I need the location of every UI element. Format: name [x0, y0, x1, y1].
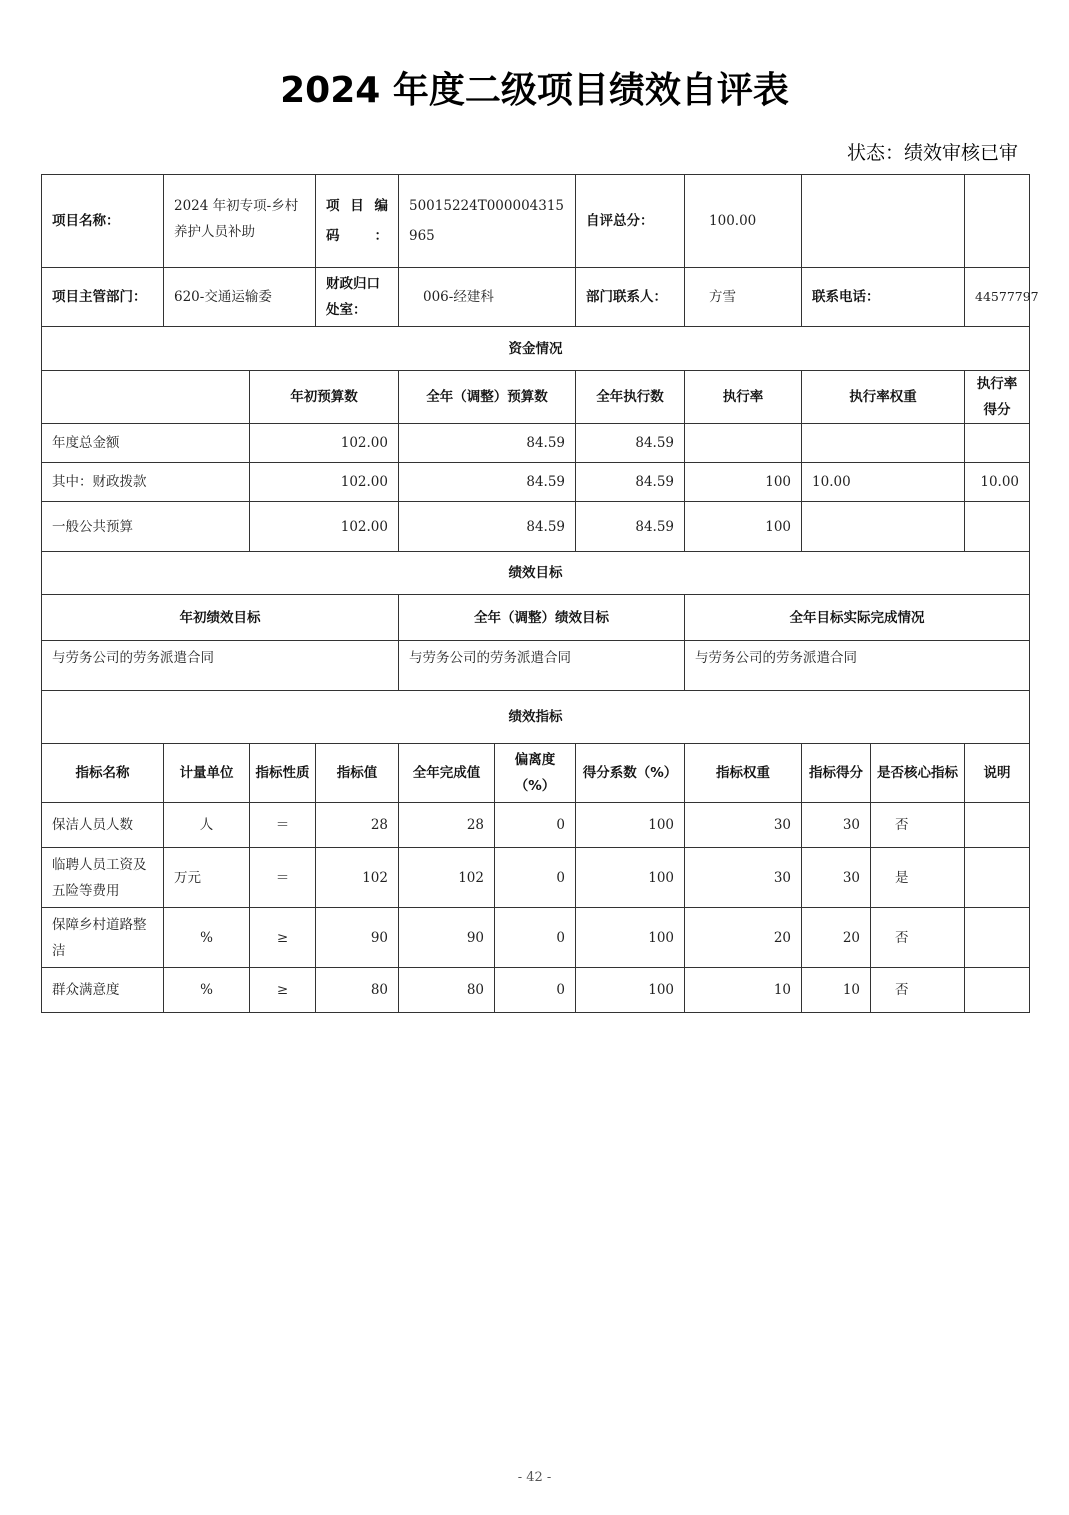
page-number: - 42 -	[517, 1470, 552, 1485]
goal-value: 与劳务公司的劳务派遣合同	[42, 641, 399, 691]
funds-row	[42, 424, 1030, 463]
contact-value: 方雪	[685, 268, 802, 327]
funds-header: 全年（调整）预算数	[399, 371, 576, 424]
goals-header: 年初绩效目标	[42, 595, 399, 641]
indicator-name: 保洁人员人数	[42, 803, 164, 848]
indicator-score: 30	[802, 848, 871, 908]
funds-header: 全年执行数	[576, 371, 685, 424]
indicator-header: 说明	[965, 744, 1030, 803]
funds-row	[42, 463, 1030, 502]
dept-value: 620-交通运输委	[164, 268, 316, 327]
funds-cell	[802, 502, 965, 552]
funds-cell: 10.00	[965, 463, 1030, 502]
indicator-deviation: 0	[495, 803, 576, 848]
funds-cell	[802, 424, 965, 463]
indicator-header: 指标权重	[685, 744, 802, 803]
indicator-nature: ＝	[250, 848, 316, 908]
funds-cell	[965, 424, 1030, 463]
indicator-weight: 10	[685, 968, 802, 1013]
score-label: 自评总分：	[576, 175, 685, 268]
project-name-value: 2024 年初专项-乡村养护人员补助	[164, 175, 316, 268]
funds-cell: 102.00	[250, 463, 399, 502]
indicator-actual: 90	[399, 908, 495, 968]
indicator-unit: %	[164, 908, 250, 968]
funds-header: 执行率	[685, 371, 802, 424]
goals-section-row	[42, 552, 1030, 595]
indicator-header: 偏离度（%）	[495, 744, 576, 803]
indicator-deviation: 0	[495, 968, 576, 1013]
funds-cell: 84.59	[399, 463, 576, 502]
indicator-header: 得分系数（%）	[576, 744, 685, 803]
indicator-score: 10	[802, 968, 871, 1013]
indicator-core: 否	[871, 908, 965, 968]
funds-cell: 100	[685, 502, 802, 552]
indicator-header: 指标值	[316, 744, 399, 803]
indicators-section-row	[42, 691, 1030, 744]
indicator-deviation: 0	[495, 908, 576, 968]
indicator-value: 102	[316, 848, 399, 908]
indicator-core: 是	[871, 848, 965, 908]
indicator-nature: ≥	[250, 968, 316, 1013]
indicator-actual: 80	[399, 968, 495, 1013]
indicator-coefficient: 100	[576, 908, 685, 968]
goal-value: 与劳务公司的劳务派遣合同	[685, 641, 1030, 691]
indicator-name: 临聘人员工资及五险等费用	[42, 848, 164, 908]
indicator-nature: ≥	[250, 908, 316, 968]
funds-cell: 100	[685, 463, 802, 502]
funds-row-label: 一般公共预算	[42, 502, 250, 552]
funds-cell: 84.59	[576, 502, 685, 552]
indicator-header: 指标名称	[42, 744, 164, 803]
indicator-weight: 30	[685, 803, 802, 848]
goal-value: 与劳务公司的劳务派遣合同	[399, 641, 685, 691]
indicator-row	[42, 848, 1030, 908]
indicator-note	[965, 908, 1030, 968]
funds-header: 执行率得分	[965, 371, 1030, 424]
phone-label: 联系电话：	[802, 268, 965, 327]
funds-row-label: 年度总金额	[42, 424, 250, 463]
indicator-weight: 30	[685, 848, 802, 908]
score-value: 100.00	[685, 175, 802, 268]
indicator-coefficient: 100	[576, 848, 685, 908]
project-code-value: 50015224T000004315965	[399, 175, 576, 268]
funds-header: 年初预算数	[250, 371, 399, 424]
empty-cell	[802, 175, 965, 268]
status-text: 状态：绩效审核已审	[846, 142, 1018, 164]
goals-value-row	[42, 641, 1030, 691]
indicators-header-row	[42, 744, 1030, 803]
indicator-note	[965, 803, 1030, 848]
indicator-core: 否	[871, 803, 965, 848]
funds-cell: 102.00	[250, 502, 399, 552]
funds-header	[42, 371, 250, 424]
indicator-header: 是否核心指标	[871, 744, 965, 803]
funds-section-title: 资金情况	[42, 327, 1030, 371]
indicator-score: 30	[802, 803, 871, 848]
funds-cell: 84.59	[576, 463, 685, 502]
funds-cell	[685, 424, 802, 463]
funds-row-label: 其中：财政拨款	[42, 463, 250, 502]
indicator-header: 计量单位	[164, 744, 250, 803]
finance-value: 006-经建科	[399, 268, 576, 327]
indicator-value: 28	[316, 803, 399, 848]
indicator-row	[42, 803, 1030, 848]
indicator-value: 80	[316, 968, 399, 1013]
indicator-unit: %	[164, 968, 250, 1013]
finance-label: 财政归口处室：	[316, 268, 399, 327]
indicator-value: 90	[316, 908, 399, 968]
contact-label: 部门联系人：	[576, 268, 685, 327]
project-code-label: 项 目 编 码：	[316, 175, 399, 268]
indicator-score: 20	[802, 908, 871, 968]
indicator-header: 指标性质	[250, 744, 316, 803]
indicator-header: 全年完成值	[399, 744, 495, 803]
goals-section-title: 绩效目标	[42, 552, 1030, 595]
funds-cell: 102.00	[250, 424, 399, 463]
indicator-name: 群众满意度	[42, 968, 164, 1013]
indicator-deviation: 0	[495, 848, 576, 908]
goals-header-row	[42, 595, 1030, 641]
indicator-header: 指标得分	[802, 744, 871, 803]
indicator-row	[42, 908, 1030, 968]
indicator-actual: 102	[399, 848, 495, 908]
indicator-coefficient: 100	[576, 803, 685, 848]
goals-header: 全年目标实际完成情况	[685, 595, 1030, 641]
funds-row	[42, 502, 1030, 552]
indicator-core: 否	[871, 968, 965, 1013]
indicator-unit: 万元	[164, 848, 250, 908]
empty-cell	[965, 175, 1030, 268]
funds-header-row	[42, 371, 1030, 424]
project-name-label: 项目名称：	[42, 175, 164, 268]
indicator-weight: 20	[685, 908, 802, 968]
funds-cell: 84.59	[576, 424, 685, 463]
page-title: 2024 年度二级项目绩效自评表	[280, 70, 789, 111]
indicator-unit: 人	[164, 803, 250, 848]
indicators-section-title: 绩效指标	[42, 691, 1030, 744]
funds-section-row	[42, 327, 1030, 371]
funds-cell	[965, 502, 1030, 552]
indicator-actual: 28	[399, 803, 495, 848]
indicator-row	[42, 968, 1030, 1013]
dept-label: 项目主管部门：	[42, 268, 164, 327]
evaluation-table	[41, 174, 1039, 1013]
indicator-note	[965, 848, 1030, 908]
info-row-1	[42, 175, 1030, 268]
funds-cell: 10.00	[802, 463, 965, 502]
funds-cell: 84.59	[399, 424, 576, 463]
indicator-name: 保障乡村道路整洁	[42, 908, 164, 968]
goals-header: 全年（调整）绩效目标	[399, 595, 685, 641]
funds-cell: 84.59	[399, 502, 576, 552]
funds-header: 执行率权重	[802, 371, 965, 424]
phone-value: 44577797	[965, 268, 1030, 327]
indicator-nature: ＝	[250, 803, 316, 848]
indicator-note	[965, 968, 1030, 1013]
indicator-coefficient: 100	[576, 968, 685, 1013]
info-row-2	[42, 268, 1030, 327]
